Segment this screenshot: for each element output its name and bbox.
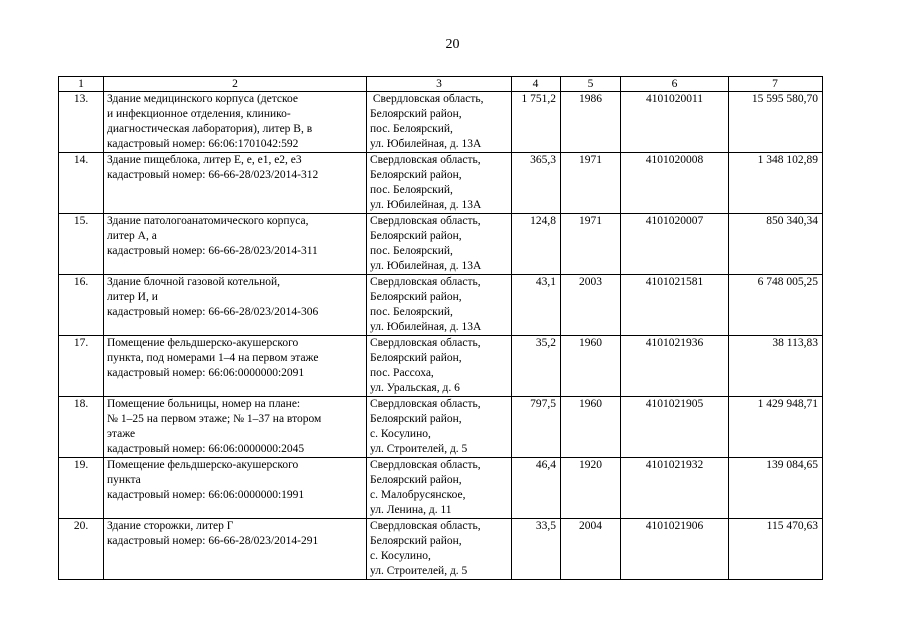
object-address — [367, 397, 512, 458]
object-address-line: Свердловская область, — [370, 337, 481, 349]
object-name-line: Здание сторожки, литер Г — [107, 520, 234, 532]
object-year: 2003 — [561, 275, 621, 336]
object-name-line: Здание пищеблока, литер Е, е, е1, е2, е3 — [107, 154, 302, 166]
object-name-line: литер И, и — [107, 291, 158, 303]
book-value: 850 340,34 — [729, 214, 823, 275]
object-address-line: ул. Юбилейная, д. 13А — [370, 138, 482, 150]
object-name-line: пункта — [107, 474, 141, 486]
object-address-line: Белоярский район, — [370, 291, 462, 303]
object-name-line: Помещение фельдшерско-акушерского — [107, 337, 299, 349]
object-name — [104, 336, 367, 397]
object-address-line: ул. Строителей, д. 5 — [370, 443, 468, 455]
object-name-line: кадастровый номер: 66-66-28/023/2014-306 — [107, 306, 319, 318]
object-address-line: Белоярский район, — [370, 413, 462, 425]
object-address-line: Свердловская область, — [370, 215, 481, 227]
table-row — [59, 397, 823, 458]
object-name — [104, 519, 367, 580]
book-value: 15 595 580,70 — [729, 92, 823, 153]
object-address-line: ул. Юбилейная, д. 13А — [370, 260, 482, 272]
object-address-line: Свердловская область, — [370, 398, 481, 410]
inventory-number: 4101020008 — [621, 153, 729, 214]
object-year: 1986 — [561, 92, 621, 153]
object-address — [367, 458, 512, 519]
object-name-line: и инфекционное отделения, клинико- — [107, 108, 291, 120]
table-row — [59, 92, 823, 153]
object-name — [104, 275, 367, 336]
column-header: 1 — [59, 77, 104, 92]
object-address-line: Свердловская область, — [370, 93, 484, 105]
object-name-line: кадастровый номер: 66:06:1701042:592 — [107, 138, 299, 150]
object-address-line: ул. Юбилейная, д. 13А — [370, 199, 482, 211]
object-address — [367, 214, 512, 275]
table-row — [59, 275, 823, 336]
object-name-line: Здание блочной газовой котельной, — [107, 276, 281, 288]
book-value: 1 429 948,71 — [729, 397, 823, 458]
table-row — [59, 519, 823, 580]
object-address — [367, 92, 512, 153]
table-row — [59, 336, 823, 397]
property-table — [58, 76, 823, 580]
row-number: 14. — [59, 153, 104, 214]
object-name — [104, 397, 367, 458]
object-address-line: Белоярский район, — [370, 169, 462, 181]
object-address-line: пос. Белоярский, — [370, 306, 453, 318]
row-number: 19. — [59, 458, 104, 519]
page-number: 20 — [445, 37, 460, 52]
object-name-line: кадастровый номер: 66-66-28/023/2014-291 — [107, 535, 319, 547]
table-row — [59, 153, 823, 214]
table-header-row — [59, 77, 823, 92]
object-address-line: ул. Юбилейная, д. 13А — [370, 321, 482, 333]
book-value: 38 113,83 — [729, 336, 823, 397]
column-header: 2 — [104, 77, 367, 92]
object-name-line: литер А, а — [107, 230, 157, 242]
object-name-line: Здание патологоанатомического корпуса, — [107, 215, 309, 227]
object-area: 124,8 — [512, 214, 561, 275]
object-address-line: Белоярский район, — [370, 474, 462, 486]
object-name-line: Помещение больницы, номер на плане: — [107, 398, 301, 410]
object-address-line: ул. Уральская, д. 6 — [370, 382, 460, 394]
object-area: 46,4 — [512, 458, 561, 519]
row-number: 20. — [59, 519, 104, 580]
book-value: 6 748 005,25 — [729, 275, 823, 336]
object-name-line: кадастровый номер: 66-66-28/023/2014-312 — [107, 169, 319, 181]
object-name-line: кадастровый номер: 66:06:0000000:1991 — [107, 489, 305, 501]
table-body — [59, 77, 823, 580]
object-address-line: ул. Ленина, д. 11 — [370, 504, 452, 516]
book-value: 139 084,65 — [729, 458, 823, 519]
object-address-line: Свердловская область, — [370, 459, 481, 471]
row-number: 18. — [59, 397, 104, 458]
object-year: 2004 — [561, 519, 621, 580]
row-number: 16. — [59, 275, 104, 336]
object-name — [104, 153, 367, 214]
book-value: 115 470,63 — [729, 519, 823, 580]
column-header: 5 — [561, 77, 621, 92]
object-address-line: Белоярский район, — [370, 535, 462, 547]
object-address-line: Свердловская область, — [370, 520, 481, 532]
inventory-number: 4101021906 — [621, 519, 729, 580]
book-value: 1 348 102,89 — [729, 153, 823, 214]
inventory-number: 4101021936 — [621, 336, 729, 397]
object-address-line: пос. Белоярский, — [370, 123, 453, 135]
object-address-line: Свердловская область, — [370, 276, 481, 288]
column-header: 4 — [512, 77, 561, 92]
object-name-line: кадастровый номер: 66:06:0000000:2045 — [107, 443, 305, 455]
object-name-line: Здание медицинского корпуса (детское — [107, 93, 299, 105]
row-number: 17. — [59, 336, 104, 397]
table-row — [59, 458, 823, 519]
object-name-line: кадастровый номер: 66:06:0000000:2091 — [107, 367, 305, 379]
object-address-line: пос. Рассоха, — [370, 367, 434, 379]
column-header: 7 — [729, 77, 823, 92]
object-name — [104, 92, 367, 153]
table-row — [59, 214, 823, 275]
object-year: 1971 — [561, 153, 621, 214]
object-address-line: ул. Строителей, д. 5 — [370, 565, 468, 577]
object-area: 43,1 — [512, 275, 561, 336]
object-area: 1 751,2 — [512, 92, 561, 153]
inventory-number: 4101021905 — [621, 397, 729, 458]
object-name — [104, 214, 367, 275]
inventory-number: 4101021932 — [621, 458, 729, 519]
object-area: 797,5 — [512, 397, 561, 458]
object-name-line: диагностическая лаборатория), литер В, в — [107, 123, 313, 135]
object-name-line: пункта, под номерами 1–4 на первом этаже — [107, 352, 319, 364]
object-address-line: с. Косулино, — [370, 550, 431, 562]
inventory-number: 4101020011 — [621, 92, 729, 153]
row-number: 15. — [59, 214, 104, 275]
object-year: 1960 — [561, 336, 621, 397]
object-address-line: пос. Белоярский, — [370, 184, 453, 196]
object-address-line: пос. Белоярский, — [370, 245, 453, 257]
object-name-line: этаже — [107, 428, 136, 440]
object-address-line: Белоярский район, — [370, 108, 462, 120]
object-address — [367, 153, 512, 214]
object-address — [367, 519, 512, 580]
object-name-line: № 1–25 на первом этаже; № 1–37 на втором — [107, 413, 322, 425]
object-address — [367, 275, 512, 336]
object-address-line: с. Малобрусянское, — [370, 489, 466, 501]
object-address-line: Свердловская область, — [370, 154, 481, 166]
object-address-line: с. Косулино, — [370, 428, 431, 440]
object-name — [104, 458, 367, 519]
inventory-number: 4101020007 — [621, 214, 729, 275]
object-year: 1960 — [561, 397, 621, 458]
object-address-line: Белоярский район, — [370, 230, 462, 242]
object-area: 365,3 — [512, 153, 561, 214]
object-address-line: Белоярский район, — [370, 352, 462, 364]
object-name-line: кадастровый номер: 66-66-28/023/2014-311 — [107, 245, 318, 257]
inventory-number: 4101021581 — [621, 275, 729, 336]
object-year: 1920 — [561, 458, 621, 519]
object-area: 33,5 — [512, 519, 561, 580]
object-year: 1971 — [561, 214, 621, 275]
object-area: 35,2 — [512, 336, 561, 397]
object-name-line: Помещение фельдшерско-акушерского — [107, 459, 299, 471]
column-header: 3 — [367, 77, 512, 92]
row-number: 13. — [59, 92, 104, 153]
object-address — [367, 336, 512, 397]
column-header: 6 — [621, 77, 729, 92]
